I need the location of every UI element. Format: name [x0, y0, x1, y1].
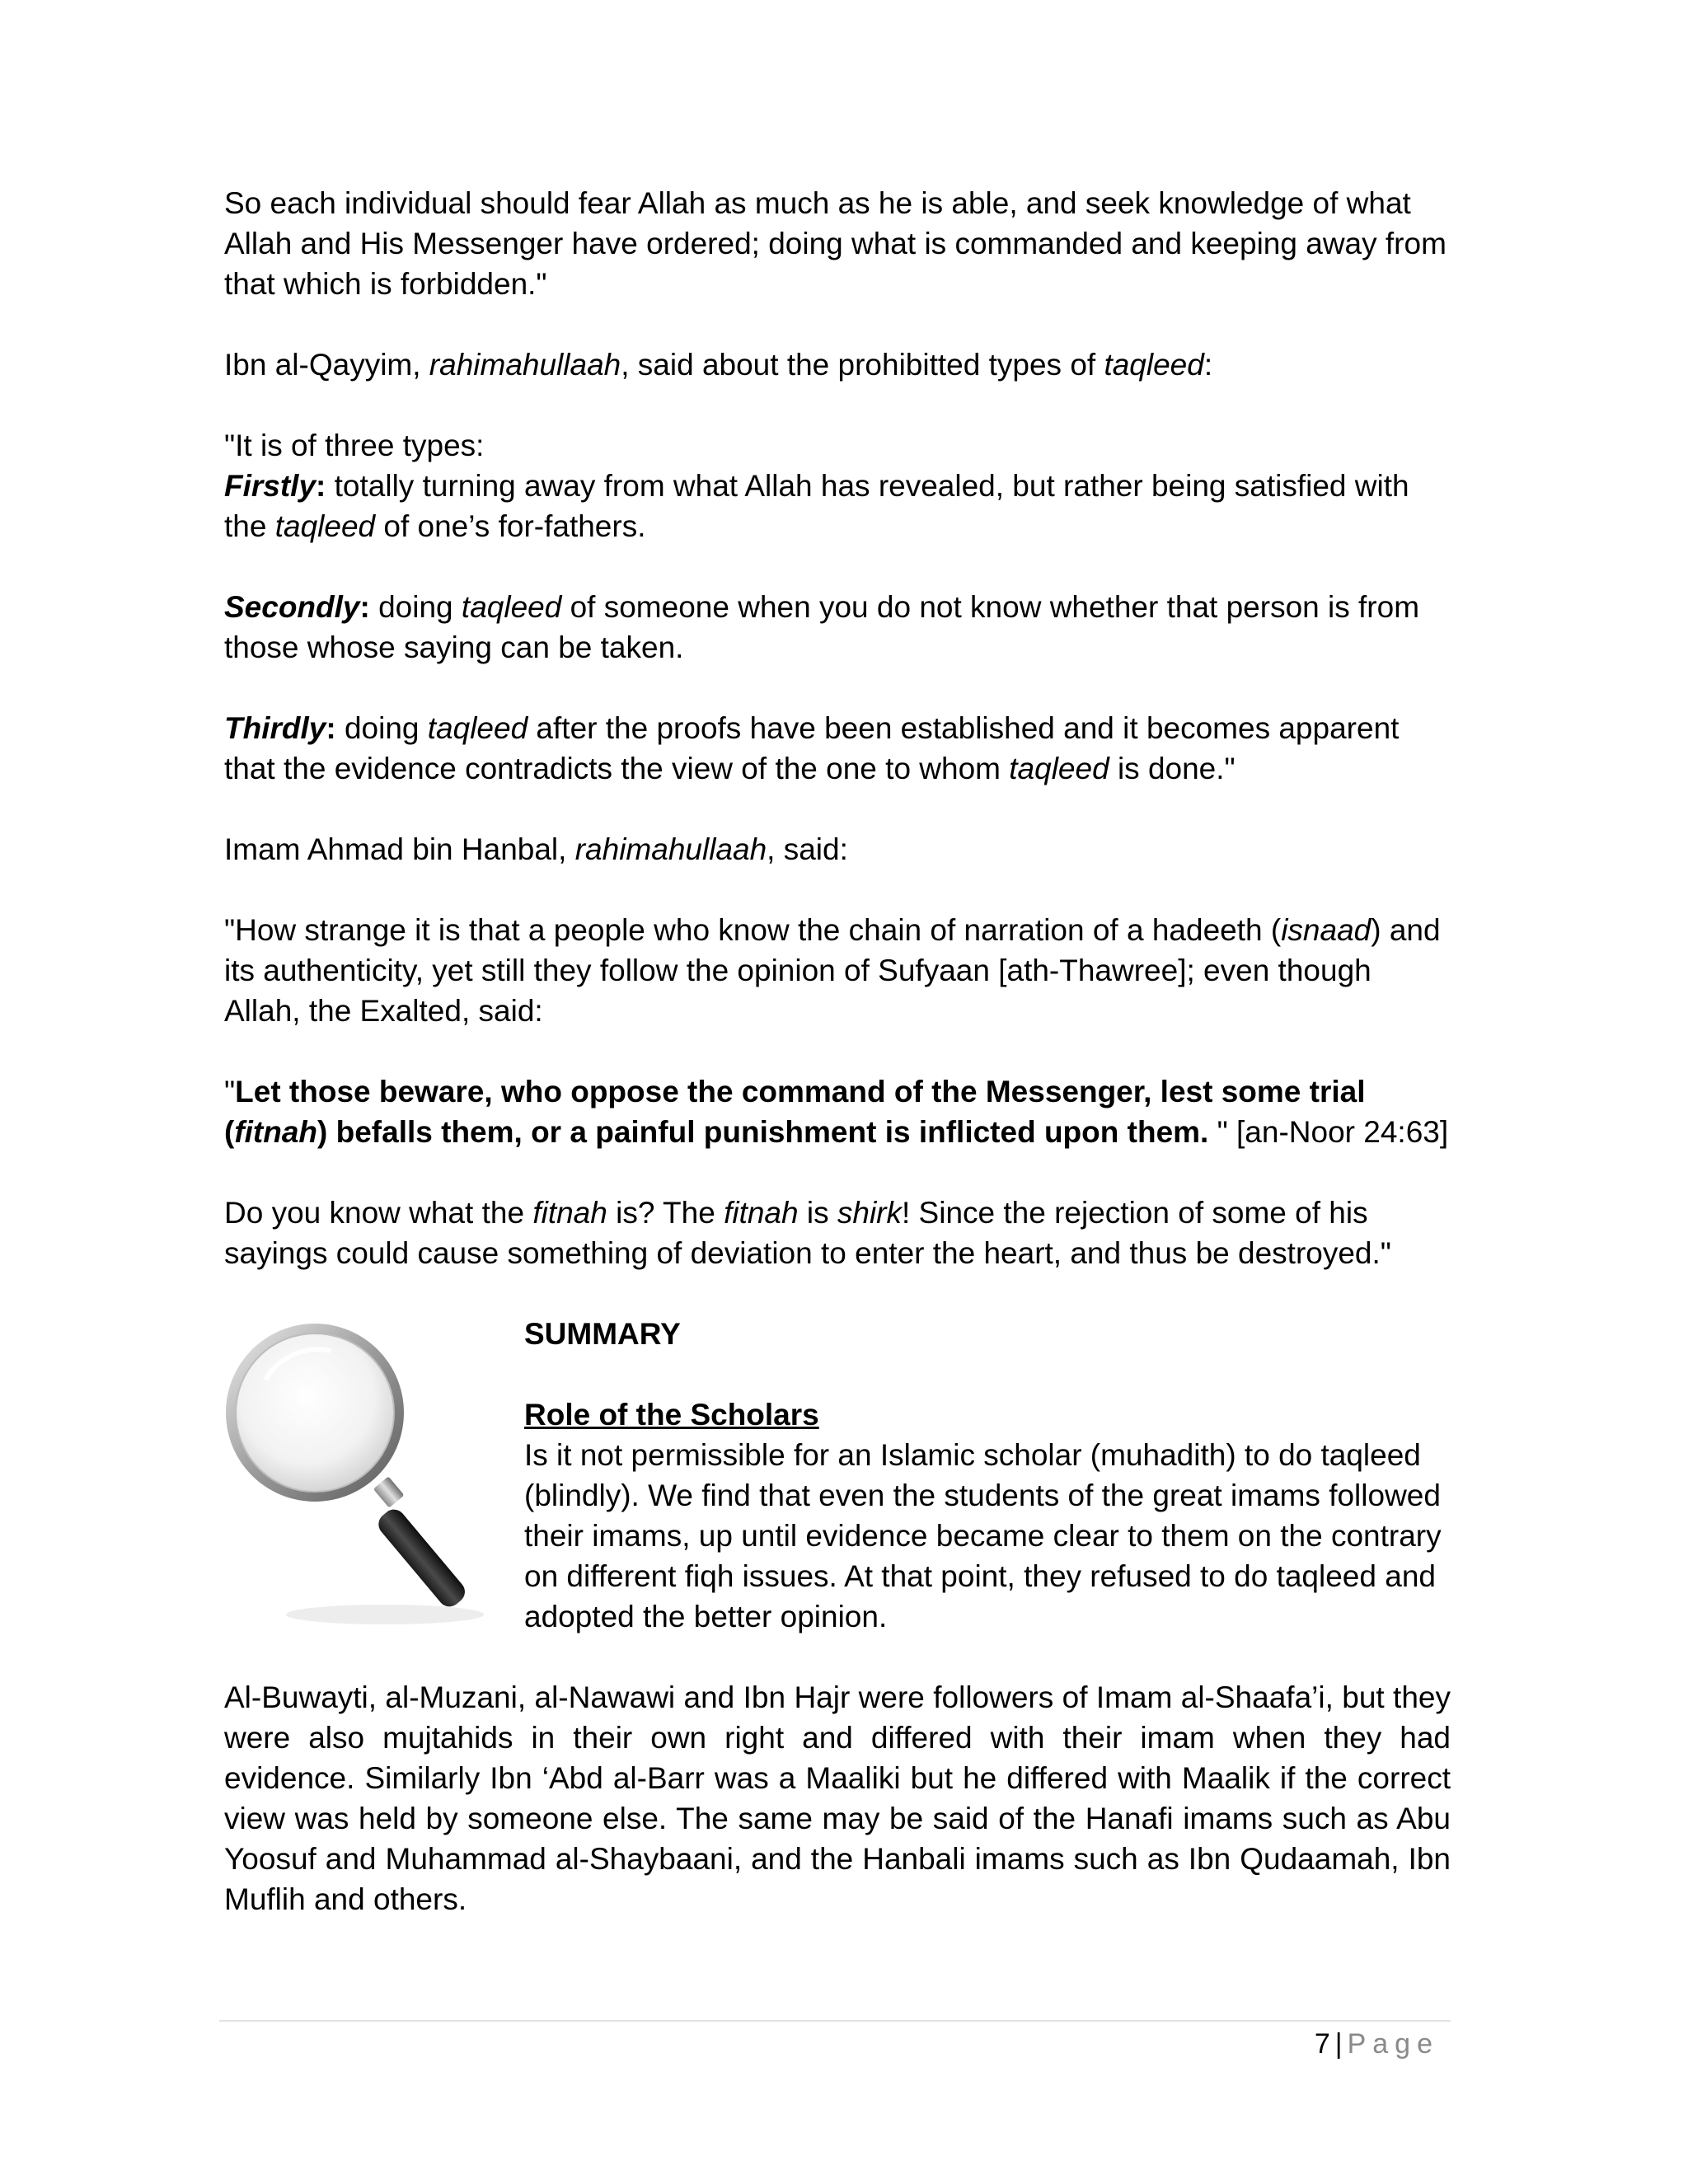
role-of-scholars-heading: Role of the Scholars — [524, 1398, 819, 1432]
quran-quote: "Let those beware, who oppose the command of the Messenger, lest some trial (fitnah) befalls them, or a painful punishment is inflicted upon them. " [an-Noor 24:63] — [224, 1075, 1449, 1149]
paragraph-thirdly: Thirdly: doing taqleed after the proofs have been established and it becomes apparent that the evidence contradicts the view of the one to whom taqleed is done." — [224, 711, 1400, 785]
page-number: 7 — [1314, 2028, 1330, 2060]
paragraph-fitnah: Do you know what the fitnah is? The fitnah is shirk! Since the rejection of some of his sayings could cause something of deviation to enter the heart, and thus be destroyed." — [224, 1196, 1391, 1270]
footer-divider — [219, 2020, 1451, 2022]
page-word: Page — [1347, 2028, 1439, 2060]
magnifying-glass-icon — [216, 1314, 504, 1635]
summary-text — [524, 1314, 1451, 1637]
paragraph-imam-ahmad: Imam Ahmad bin Hanbal, rahimahullaah, said: — [224, 832, 848, 866]
quran-reference: " [an-Noor 24:63] — [1208, 1115, 1449, 1149]
paragraph-ibn-al-qayyim: Ibn al-Qayyim, rahimahullaah, said about the prohibitted types of taqleed: — [224, 348, 1213, 382]
paragraph-fear-allah: So each individual should fear Allah as much as he is able, and seek knowledge of what Allah and His Messenger have ordered; doing what is commanded and keeping away from that which is forbidden." — [224, 186, 1447, 301]
secondly-label: Secondly — [224, 590, 360, 624]
paragraph-secondly: Secondly: doing taqleed of someone when you do not know whether that person is from those whose saying can be taken. — [224, 590, 1420, 664]
paragraph-how-strange: "How strange it is that a people who know the chain of narration of a hadeeth (isnaad) and its authenticity, yet still they follow the opinion of Sufyaan [ath-Thawree]; even though Allah, the Exalted, said: — [224, 913, 1441, 1028]
paragraph-firstly: Firstly: totally turning away from what Allah has revealed, but rather being satisfied with the taqleed of one’s for-fathers. — [224, 469, 1409, 543]
document-body — [224, 183, 1451, 1960]
paragraph-three-types: "It is of three types: — [224, 429, 485, 462]
page-separator: | — [1334, 2028, 1343, 2060]
summary-section — [224, 1314, 1451, 1637]
summary-heading: SUMMARY — [524, 1317, 681, 1351]
paragraph-al-buwayti: Al-Buwayti, al-Muzani, al-Nawawi and Ibn Hajr were followers of Imam al-Shaafa’i, but they were also mujtahids in their own right and differed with their imam when they had evidence. Similarly Ibn ‘Abd al-Barr was a Maaliki but he differed with Maalik if the correct view was held by someone else. The same may be said of the Hanafi imams such as Abu Yoosuf and Muhammad al-Shaybaani, and the Hanbali imams such as Ibn Qudaamah, Ibn Muflih and others. — [224, 1680, 1451, 1916]
summary-body: Is it not permissible for an Islamic scholar (muhadith) to do taqleed (blindly). We find that even the students of the great imams followed their imams, up until evidence became clear to them on the contrary on different fiqh issues. At that point, they refused to do taqleed and adopted the better opinion. — [524, 1438, 1442, 1633]
thirdly-label: Thirdly — [224, 711, 326, 745]
page-footer — [1315, 2026, 1439, 2062]
firstly-label: Firstly — [224, 469, 316, 503]
